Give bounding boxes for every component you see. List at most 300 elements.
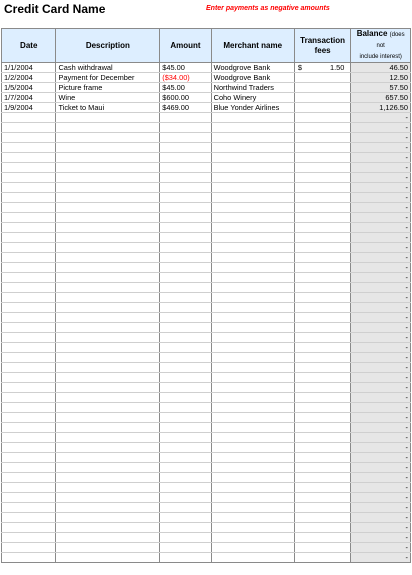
header-amount[interactable]: Amount [160,29,211,63]
fee-cell[interactable] [294,283,351,293]
amount-cell[interactable] [160,553,211,563]
date-cell[interactable] [2,553,56,563]
merchant-cell[interactable] [211,223,294,233]
amount-cell[interactable] [160,213,211,223]
fee-cell[interactable] [294,453,351,463]
date-cell[interactable]: 1/2/2004 [2,73,56,83]
description-cell[interactable] [56,133,160,143]
balance-cell[interactable]: - [351,253,411,263]
balance-cell[interactable]: - [351,503,411,513]
description-cell[interactable] [56,123,160,133]
balance-cell[interactable]: - [351,243,411,253]
amount-cell[interactable] [160,313,211,323]
balance-cell[interactable]: 12.50 [351,73,411,83]
date-cell[interactable] [2,143,56,153]
date-cell[interactable] [2,213,56,223]
merchant-cell[interactable]: Blue Yonder Airlines [211,103,294,113]
description-cell[interactable] [56,283,160,293]
description-cell[interactable] [56,343,160,353]
amount-cell[interactable] [160,513,211,523]
fee-cell[interactable] [294,523,351,533]
merchant-cell[interactable] [211,233,294,243]
balance-cell[interactable]: - [351,393,411,403]
description-cell[interactable] [56,313,160,323]
merchant-cell[interactable] [211,373,294,383]
date-cell[interactable] [2,113,56,123]
merchant-cell[interactable] [211,163,294,173]
description-cell[interactable] [56,293,160,303]
fee-cell[interactable] [294,503,351,513]
fee-cell[interactable] [294,423,351,433]
fee-cell[interactable] [294,313,351,323]
balance-cell[interactable]: - [351,163,411,173]
merchant-cell[interactable] [211,543,294,553]
merchant-cell[interactable] [211,533,294,543]
merchant-cell[interactable] [211,493,294,503]
fee-cell[interactable] [294,203,351,213]
fee-cell[interactable] [294,243,351,253]
date-cell[interactable] [2,373,56,383]
merchant-cell[interactable] [211,433,294,443]
description-cell[interactable] [56,323,160,333]
date-cell[interactable] [2,133,56,143]
balance-cell[interactable]: - [351,193,411,203]
amount-cell[interactable] [160,153,211,163]
fee-cell[interactable] [294,403,351,413]
amount-cell[interactable] [160,233,211,243]
merchant-cell[interactable] [211,413,294,423]
description-cell[interactable] [56,273,160,283]
fee-cell[interactable] [294,553,351,563]
amount-cell[interactable] [160,183,211,193]
fee-cell[interactable] [294,223,351,233]
merchant-cell[interactable] [211,383,294,393]
amount-cell[interactable] [160,373,211,383]
balance-cell[interactable]: - [351,203,411,213]
header-date[interactable]: Date [2,29,56,63]
amount-cell[interactable] [160,433,211,443]
merchant-cell[interactable] [211,423,294,433]
description-cell[interactable] [56,473,160,483]
amount-cell[interactable]: ($34.00) [160,73,211,83]
description-cell[interactable] [56,413,160,423]
balance-cell[interactable]: - [351,333,411,343]
date-cell[interactable] [2,503,56,513]
description-cell[interactable] [56,433,160,443]
fee-cell[interactable] [294,303,351,313]
balance-cell[interactable]: - [351,273,411,283]
merchant-cell[interactable] [211,213,294,223]
amount-cell[interactable] [160,113,211,123]
date-cell[interactable] [2,533,56,543]
date-cell[interactable]: 1/1/2004 [2,63,56,73]
description-cell[interactable] [56,523,160,533]
merchant-cell[interactable] [211,353,294,363]
merchant-cell[interactable] [211,133,294,143]
fee-cell[interactable] [294,363,351,373]
fee-cell[interactable] [294,233,351,243]
fee-cell[interactable] [294,63,351,73]
merchant-cell[interactable] [211,243,294,253]
description-cell[interactable] [56,373,160,383]
balance-cell[interactable]: - [351,483,411,493]
merchant-cell[interactable] [211,273,294,283]
fee-cell[interactable] [294,123,351,133]
fee-cell[interactable] [294,173,351,183]
balance-cell[interactable]: - [351,183,411,193]
merchant-cell[interactable] [211,463,294,473]
fee-cell[interactable] [294,323,351,333]
balance-cell[interactable]: - [351,453,411,463]
date-cell[interactable] [2,263,56,273]
description-cell[interactable]: Picture frame [56,83,160,93]
date-cell[interactable] [2,463,56,473]
balance-cell[interactable]: - [351,523,411,533]
header-balance[interactable] [351,29,411,63]
amount-cell[interactable]: $469.00 [160,103,211,113]
date-cell[interactable] [2,333,56,343]
fee-cell[interactable] [294,333,351,343]
amount-cell[interactable] [160,223,211,233]
merchant-cell[interactable] [211,113,294,123]
date-cell[interactable] [2,443,56,453]
merchant-cell[interactable] [211,393,294,403]
merchant-cell[interactable] [211,193,294,203]
description-cell[interactable] [56,513,160,523]
amount-cell[interactable] [160,283,211,293]
balance-cell[interactable]: - [351,323,411,333]
description-cell[interactable]: Cash withdrawal [56,63,160,73]
date-cell[interactable] [2,343,56,353]
date-cell[interactable] [2,243,56,253]
balance-cell[interactable]: - [351,143,411,153]
balance-cell[interactable]: - [351,543,411,553]
description-cell[interactable] [56,243,160,253]
balance-cell[interactable]: - [351,283,411,293]
balance-cell[interactable]: - [351,433,411,443]
description-cell[interactable] [56,113,160,123]
description-cell[interactable] [56,143,160,153]
fee-cell[interactable] [294,343,351,353]
balance-cell[interactable]: - [351,293,411,303]
description-cell[interactable] [56,333,160,343]
date-cell[interactable] [2,483,56,493]
balance-cell[interactable]: 657.50 [351,93,411,103]
description-cell[interactable] [56,383,160,393]
amount-cell[interactable] [160,293,211,303]
description-cell[interactable] [56,493,160,503]
amount-cell[interactable] [160,333,211,343]
date-cell[interactable] [2,363,56,373]
fee-cell[interactable] [294,253,351,263]
fee-cell[interactable] [294,143,351,153]
balance-cell[interactable]: - [351,213,411,223]
description-cell[interactable] [56,503,160,513]
amount-cell[interactable] [160,423,211,433]
balance-cell[interactable]: - [351,133,411,143]
merchant-cell[interactable] [211,143,294,153]
balance-cell[interactable]: - [351,223,411,233]
amount-cell[interactable] [160,303,211,313]
amount-cell[interactable] [160,413,211,423]
header-merchant[interactable]: Merchant name [211,29,294,63]
date-cell[interactable] [2,233,56,243]
date-cell[interactable] [2,323,56,333]
description-cell[interactable] [56,553,160,563]
date-cell[interactable] [2,173,56,183]
fee-cell[interactable] [294,383,351,393]
description-cell[interactable] [56,443,160,453]
balance-cell[interactable]: - [351,463,411,473]
fee-cell[interactable] [294,533,351,543]
fee-cell[interactable] [294,373,351,383]
description-cell[interactable] [56,173,160,183]
merchant-cell[interactable] [211,303,294,313]
amount-cell[interactable] [160,193,211,203]
date-cell[interactable]: 1/5/2004 [2,83,56,93]
description-cell[interactable] [56,233,160,243]
date-cell[interactable] [2,153,56,163]
date-cell[interactable] [2,493,56,503]
balance-cell[interactable]: - [351,263,411,273]
merchant-cell[interactable] [211,123,294,133]
balance-cell[interactable]: - [351,533,411,543]
balance-cell[interactable]: 46.50 [351,63,411,73]
description-cell[interactable] [56,213,160,223]
amount-cell[interactable] [160,343,211,353]
description-cell[interactable] [56,263,160,273]
amount-cell[interactable] [160,403,211,413]
balance-cell[interactable]: - [351,413,411,423]
description-cell[interactable] [56,423,160,433]
balance-cell[interactable]: - [351,113,411,123]
balance-cell[interactable]: - [351,403,411,413]
date-cell[interactable] [2,313,56,323]
description-cell[interactable] [56,203,160,213]
balance-cell[interactable]: - [351,353,411,363]
amount-cell[interactable] [160,543,211,553]
description-cell[interactable] [56,533,160,543]
merchant-cell[interactable] [211,153,294,163]
fee-cell[interactable] [294,513,351,523]
fee-cell[interactable] [294,493,351,503]
date-cell[interactable] [2,293,56,303]
merchant-cell[interactable] [211,173,294,183]
fee-cell[interactable] [294,263,351,273]
fee-cell[interactable] [294,353,351,363]
description-cell[interactable] [56,153,160,163]
merchant-cell[interactable] [211,253,294,263]
fee-cell[interactable] [294,433,351,443]
merchant-cell[interactable] [211,333,294,343]
fee-cell[interactable] [294,193,351,203]
description-cell[interactable]: Payment for December [56,73,160,83]
merchant-cell[interactable] [211,343,294,353]
amount-cell[interactable] [160,493,211,503]
description-cell[interactable] [56,463,160,473]
amount-cell[interactable] [160,503,211,513]
merchant-cell[interactable] [211,313,294,323]
fee-cell[interactable] [294,393,351,403]
merchant-cell[interactable] [211,513,294,523]
balance-cell[interactable]: - [351,473,411,483]
description-cell[interactable] [56,363,160,373]
merchant-cell[interactable]: Northwind Traders [211,83,294,93]
amount-cell[interactable] [160,323,211,333]
date-cell[interactable] [2,303,56,313]
balance-cell[interactable]: - [351,343,411,353]
fee-cell[interactable] [294,443,351,453]
amount-cell[interactable] [160,353,211,363]
amount-cell[interactable] [160,393,211,403]
amount-cell[interactable] [160,483,211,493]
date-cell[interactable] [2,523,56,533]
balance-cell[interactable]: - [351,553,411,563]
amount-cell[interactable] [160,163,211,173]
amount-cell[interactable]: $600.00 [160,93,211,103]
fee-cell[interactable] [294,83,351,93]
date-cell[interactable] [2,413,56,423]
date-cell[interactable] [2,223,56,233]
date-cell[interactable]: 1/7/2004 [2,93,56,103]
amount-cell[interactable] [160,453,211,463]
balance-cell[interactable]: - [351,443,411,453]
fee-cell[interactable] [294,293,351,303]
merchant-cell[interactable] [211,453,294,463]
description-cell[interactable]: Wine [56,93,160,103]
merchant-cell[interactable] [211,523,294,533]
description-cell[interactable] [56,543,160,553]
date-cell[interactable] [2,273,56,283]
date-cell[interactable] [2,353,56,363]
balance-cell[interactable]: 1,126.50 [351,103,411,113]
fee-cell[interactable] [294,113,351,123]
date-cell[interactable] [2,543,56,553]
merchant-cell[interactable] [211,263,294,273]
amount-cell[interactable] [160,473,211,483]
fee-cell[interactable] [294,183,351,193]
description-cell[interactable] [56,163,160,173]
fee-cell[interactable] [294,413,351,423]
fee-cell[interactable] [294,93,351,103]
fee-cell[interactable] [294,163,351,173]
date-cell[interactable] [2,453,56,463]
date-cell[interactable]: 1/9/2004 [2,103,56,113]
date-cell[interactable] [2,383,56,393]
merchant-cell[interactable]: Woodgrove Bank [211,63,294,73]
description-cell[interactable] [56,183,160,193]
date-cell[interactable] [2,393,56,403]
balance-cell[interactable]: - [351,233,411,243]
merchant-cell[interactable] [211,403,294,413]
date-cell[interactable] [2,513,56,523]
balance-cell[interactable]: - [351,173,411,183]
merchant-cell[interactable] [211,183,294,193]
merchant-cell[interactable]: Woodgrove Bank [211,73,294,83]
merchant-cell[interactable] [211,203,294,213]
fee-cell[interactable] [294,103,351,113]
date-cell[interactable] [2,203,56,213]
amount-cell[interactable] [160,173,211,183]
merchant-cell[interactable] [211,293,294,303]
merchant-cell[interactable] [211,503,294,513]
amount-cell[interactable] [160,203,211,213]
amount-cell[interactable] [160,463,211,473]
date-cell[interactable] [2,403,56,413]
balance-cell[interactable]: - [351,153,411,163]
amount-cell[interactable] [160,383,211,393]
balance-cell[interactable]: 57.50 [351,83,411,93]
description-cell[interactable] [56,193,160,203]
amount-cell[interactable] [160,123,211,133]
merchant-cell[interactable] [211,553,294,563]
merchant-cell[interactable] [211,363,294,373]
date-cell[interactable] [2,253,56,263]
merchant-cell[interactable] [211,323,294,333]
amount-cell[interactable] [160,253,211,263]
balance-cell[interactable]: - [351,383,411,393]
merchant-cell[interactable] [211,483,294,493]
description-cell[interactable] [56,303,160,313]
amount-cell[interactable] [160,133,211,143]
header-description[interactable]: Description [56,29,160,63]
description-cell[interactable] [56,483,160,493]
fee-cell[interactable] [294,273,351,283]
fee-cell[interactable] [294,213,351,223]
description-cell[interactable] [56,393,160,403]
balance-cell[interactable]: - [351,303,411,313]
date-cell[interactable] [2,423,56,433]
fee-cell[interactable] [294,153,351,163]
balance-cell[interactable]: - [351,493,411,503]
amount-cell[interactable] [160,143,211,153]
header-transaction-fees[interactable] [294,29,351,63]
balance-cell[interactable]: - [351,423,411,433]
merchant-cell[interactable]: Coho Winery [211,93,294,103]
merchant-cell[interactable] [211,443,294,453]
balance-cell[interactable]: - [351,513,411,523]
date-cell[interactable] [2,433,56,443]
amount-cell[interactable] [160,443,211,453]
date-cell[interactable] [2,163,56,173]
amount-cell[interactable] [160,533,211,543]
description-cell[interactable] [56,353,160,363]
description-cell[interactable] [56,253,160,263]
balance-cell[interactable]: - [351,373,411,383]
date-cell[interactable] [2,183,56,193]
amount-cell[interactable]: $45.00 [160,83,211,93]
fee-cell[interactable] [294,463,351,473]
amount-cell[interactable] [160,523,211,533]
balance-cell[interactable]: - [351,363,411,373]
amount-cell[interactable]: $45.00 [160,63,211,73]
description-cell[interactable] [56,453,160,463]
balance-cell[interactable]: - [351,123,411,133]
fee-cell[interactable] [294,473,351,483]
amount-cell[interactable] [160,263,211,273]
fee-cell[interactable] [294,73,351,83]
merchant-cell[interactable] [211,473,294,483]
amount-cell[interactable] [160,273,211,283]
fee-cell[interactable] [294,483,351,493]
fee-cell[interactable] [294,133,351,143]
date-cell[interactable] [2,473,56,483]
balance-cell[interactable]: - [351,313,411,323]
description-cell[interactable]: Ticket to Maui [56,103,160,113]
date-cell[interactable] [2,193,56,203]
fee-cell[interactable] [294,543,351,553]
amount-cell[interactable] [160,363,211,373]
